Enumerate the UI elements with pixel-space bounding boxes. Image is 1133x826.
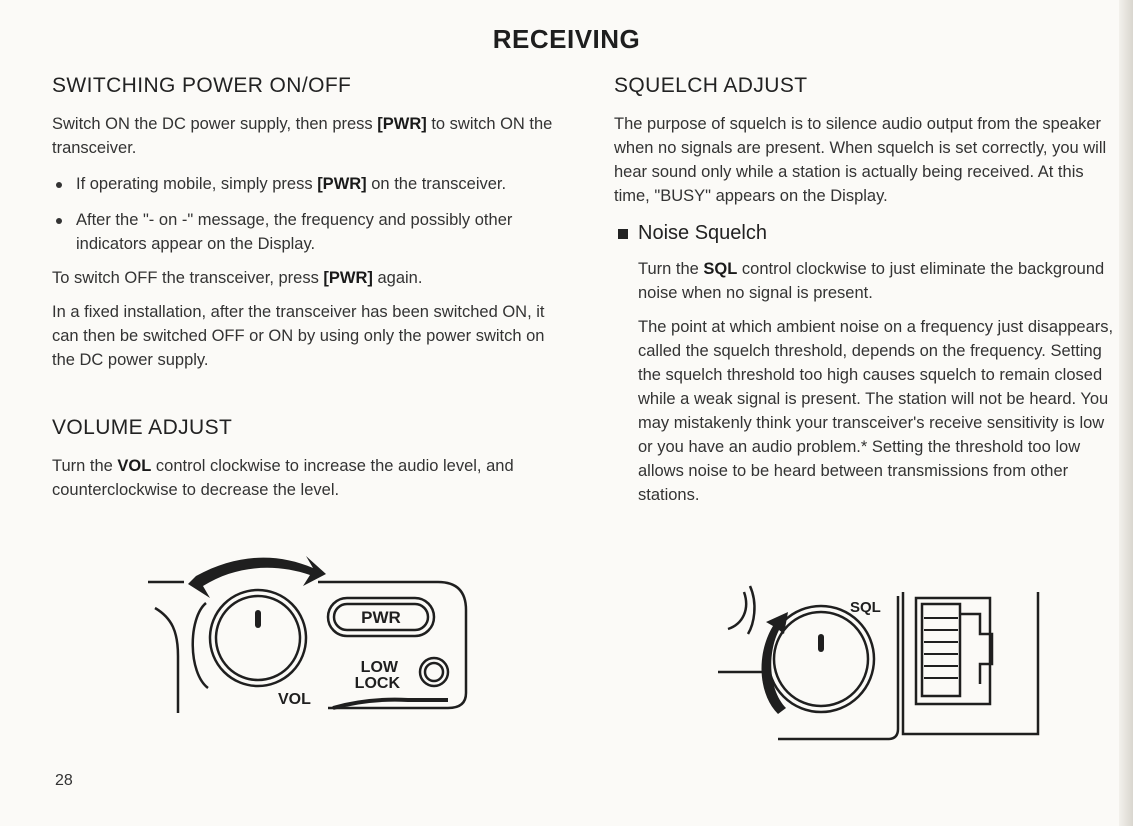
vol-knob[interactable] — [216, 596, 300, 680]
lock-label: LOCK — [354, 675, 400, 692]
power-bullet-1: If operating mobile, simply press [PWR] on the transceiver. — [52, 172, 562, 196]
squelch-heading: SQUELCH ADJUST — [614, 74, 808, 97]
power-paragraph-2: To switch OFF the transceiver, press [PWR] again. — [52, 269, 423, 287]
pwr-label: PWR — [361, 608, 401, 627]
knob-recess — [193, 603, 208, 688]
left-column — [52, 74, 562, 502]
knob-indicator — [255, 610, 261, 628]
bullet-dot — [56, 218, 62, 224]
volume-heading: VOLUME ADJUST — [52, 416, 233, 439]
panel-curve — [748, 586, 754, 634]
squelch-paragraph-2: Turn the SQL control clockwise to just eliminate the background noise when no signal is present. — [638, 260, 1105, 302]
knob-indicator — [818, 634, 824, 652]
power-heading: SWITCHING POWER ON/OFF — [52, 74, 352, 97]
connector-outline — [960, 614, 992, 684]
low-label: LOW — [360, 659, 398, 676]
sql-knob[interactable] — [774, 612, 868, 706]
page-number: 28 — [55, 772, 73, 789]
low-lock-button — [425, 663, 443, 681]
page-title: RECEIVING — [492, 24, 641, 54]
squelch-knob-figure — [718, 584, 1048, 744]
noise-squelch-heading: Noise Squelch — [614, 222, 1124, 245]
vol-label: VOL — [278, 691, 311, 708]
square-bullet-icon — [618, 229, 628, 239]
right-column — [614, 74, 1124, 507]
sql-label: SQL — [850, 599, 881, 616]
panel-curve — [728, 592, 746, 629]
panel-divider — [778, 596, 898, 739]
volume-knob-figure — [148, 548, 478, 718]
rotation-arrow-icon — [188, 556, 326, 598]
power-paragraph-3: In a fixed installation, after the transceiver has been switched ON, it can then be switched OFF or ON by using only the power switch on the DC power supply. — [52, 303, 545, 369]
vol-knob-outer — [210, 590, 306, 686]
power-paragraph-1: Switch ON the DC power supply, then press [PWR] to switch ON the transceiver. — [52, 115, 553, 157]
bullet-dot — [56, 182, 62, 188]
power-bullet-2: After the "- on -" message, the frequency and possibly other indicators appear on the Display. — [52, 208, 562, 256]
volume-paragraph: Turn the VOL control clockwise to increase the audio level, and counterclockwise to decrease the level. — [52, 457, 514, 499]
squelch-paragraph-1: The purpose of squelch is to silence audio output from the speaker when no signals are present. When squelch is set correctly, you will hear sound only while a station is actually being received. At this time, "BUSY" appears on the Display. — [614, 115, 1107, 205]
squelch-paragraph-3: The point at which ambient noise on a frequency just disappears, called the squelch threshold, depends on the frequency. Setting the squelch threshold too high causes squelch to remain closed while a weak signal is present. The station will not be heard. You may mistakenly think your transceiver's receive sensitivity is low or you have an audio problem.* Setting the threshold too low allows noise to be heard between transmissions from other stations. — [638, 318, 1114, 504]
panel-edge — [155, 608, 178, 713]
